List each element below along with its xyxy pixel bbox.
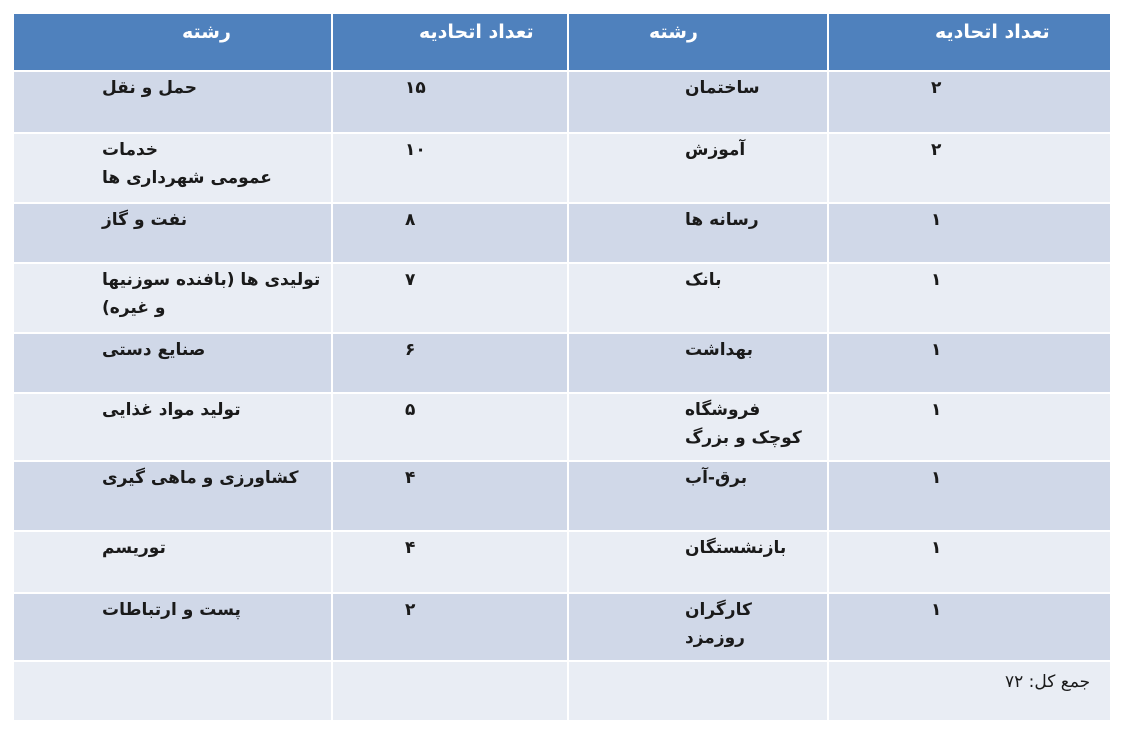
field-name-right-line: کارگران (685, 600, 752, 620)
union-count-left: ۷ (405, 270, 416, 290)
header-count-left: تعداد اتحادیه (332, 13, 568, 71)
field-name-right-cell (568, 593, 828, 661)
field-name-right-line: برق-آب (685, 468, 748, 488)
table-body (13, 71, 1111, 721)
field-name-right-line: کوچک و بزرگ (685, 428, 802, 448)
union-table (12, 12, 1112, 722)
field-name-right-cell (568, 531, 828, 593)
union-count-left: ۵ (405, 400, 416, 420)
field-name-left (14, 532, 331, 562)
union-count-left: ۶ (405, 340, 416, 360)
union-count-right: ۱ (931, 210, 942, 230)
union-count-left-cell (332, 133, 568, 203)
union-count-right: ۱ (931, 270, 942, 290)
field-name-left-line: پست و ارتباطات (102, 600, 241, 620)
field-name-right (569, 134, 827, 164)
total-cell (828, 661, 1111, 721)
field-name-right-cell (568, 133, 828, 203)
field-name-right (569, 394, 827, 452)
table-row (13, 133, 1111, 203)
union-count-right: ۱ (931, 538, 942, 558)
field-name-right-cell (568, 461, 828, 531)
table-row (13, 531, 1111, 593)
union-count-left-cell (332, 333, 568, 393)
total-label: جمع کل: (1028, 672, 1091, 692)
union-count-right: ۱ (931, 400, 942, 420)
union-count-right-cell (828, 263, 1111, 333)
union-count-left-cell (332, 393, 568, 461)
table-row (13, 333, 1111, 393)
field-name-left-line: حمل و نقل (102, 78, 198, 98)
field-name-left-cell (13, 333, 332, 393)
header-count-right: تعداد اتحادیه (828, 13, 1111, 71)
union-count-left: ۲ (405, 600, 416, 620)
total-empty-cell (13, 661, 332, 721)
field-name-left (14, 204, 331, 234)
field-name-left-cell (13, 593, 332, 661)
field-name-left-cell (13, 531, 332, 593)
field-name-right (569, 594, 827, 652)
union-count-left-cell (332, 593, 568, 661)
field-name-left-cell (13, 71, 332, 133)
field-name-right-line: بهداشت (685, 340, 753, 360)
table-row (13, 461, 1111, 531)
field-name-right-line: رسانه ها (685, 210, 759, 230)
total-empty-cell (332, 661, 568, 721)
field-name-left-cell (13, 203, 332, 263)
total-row (13, 661, 1111, 721)
union-count-left-cell (332, 203, 568, 263)
field-name-left (14, 334, 331, 364)
union-count-right: ۱ (931, 468, 942, 488)
union-count-right: ۲ (931, 78, 942, 98)
field-name-right (569, 532, 827, 562)
field-name-left-line: تولید مواد غذایی (102, 400, 241, 420)
field-name-right-line: روزمزد (685, 628, 745, 648)
union-count-left: ۴ (405, 468, 416, 488)
field-name-right (569, 204, 827, 234)
field-name-right (569, 462, 827, 492)
field-name-left-cell (13, 461, 332, 531)
total-text (829, 662, 1110, 692)
field-name-left (14, 134, 331, 192)
field-name-right-line: بانک (685, 270, 722, 290)
field-name-right (569, 72, 827, 102)
union-count-left-cell (332, 461, 568, 531)
table-row (13, 71, 1111, 133)
field-name-left (14, 264, 331, 322)
field-name-left-line: نفت و گاز (102, 210, 188, 230)
header-row (13, 13, 1111, 71)
field-name-right-line: فروشگاه (685, 400, 761, 420)
field-name-left-cell (13, 133, 332, 203)
field-name-right-cell (568, 71, 828, 133)
field-name-left-cell (13, 393, 332, 461)
union-count-left-cell (332, 531, 568, 593)
field-name-right-line: آموزش (685, 140, 746, 160)
table-row (13, 593, 1111, 661)
field-name-right (569, 264, 827, 294)
field-name-left (14, 394, 331, 424)
field-name-right-cell (568, 393, 828, 461)
union-count-left: ۱۵ (405, 78, 426, 98)
field-name-left (14, 72, 331, 102)
field-name-right (569, 334, 827, 364)
field-name-left-line: صنایع دستی (102, 340, 206, 360)
field-name-left-line: خدمات (102, 140, 159, 160)
field-name-left (14, 594, 331, 624)
field-name-left-line: و غیره) (102, 298, 166, 318)
union-count-right-cell (828, 593, 1111, 661)
union-count-right: ۱ (931, 600, 942, 620)
union-count-right-cell (828, 461, 1111, 531)
union-count-right-cell (828, 71, 1111, 133)
field-name-right-cell (568, 263, 828, 333)
union-count-left: ۴ (405, 538, 416, 558)
union-count-right: ۱ (931, 340, 942, 360)
union-count-left: ۸ (405, 210, 416, 230)
union-count-right-cell (828, 133, 1111, 203)
field-name-left-cell (13, 263, 332, 333)
union-count-left-cell (332, 263, 568, 333)
union-count-left-cell (332, 71, 568, 133)
field-name-left-line: کشاورزی و ماهی گیری (102, 468, 299, 488)
field-name-left-line: توریسم (102, 538, 166, 558)
table-row (13, 203, 1111, 263)
total-value: ۷۲ (1005, 672, 1024, 692)
total-empty-cell (568, 661, 828, 721)
table-row (13, 263, 1111, 333)
table-row (13, 393, 1111, 461)
union-count-right-cell (828, 333, 1111, 393)
field-name-right-cell (568, 203, 828, 263)
field-name-right-line: ساختمان (685, 78, 760, 98)
union-count-right-cell (828, 531, 1111, 593)
union-count-left: ۱۰ (405, 140, 426, 160)
header-field-right: رشته (568, 13, 828, 71)
union-count-right-cell (828, 393, 1111, 461)
field-name-right-cell (568, 333, 828, 393)
header-field-left: رشته (13, 13, 332, 71)
field-name-right-line: بازنشستگان (685, 538, 787, 558)
field-name-left-line: عمومی شهرداری ها (102, 168, 272, 188)
union-count-right-cell (828, 203, 1111, 263)
field-name-left (14, 462, 331, 492)
union-count-right: ۲ (931, 140, 942, 160)
field-name-left-line: تولیدی ها (بافنده سوزنیها (102, 270, 321, 290)
